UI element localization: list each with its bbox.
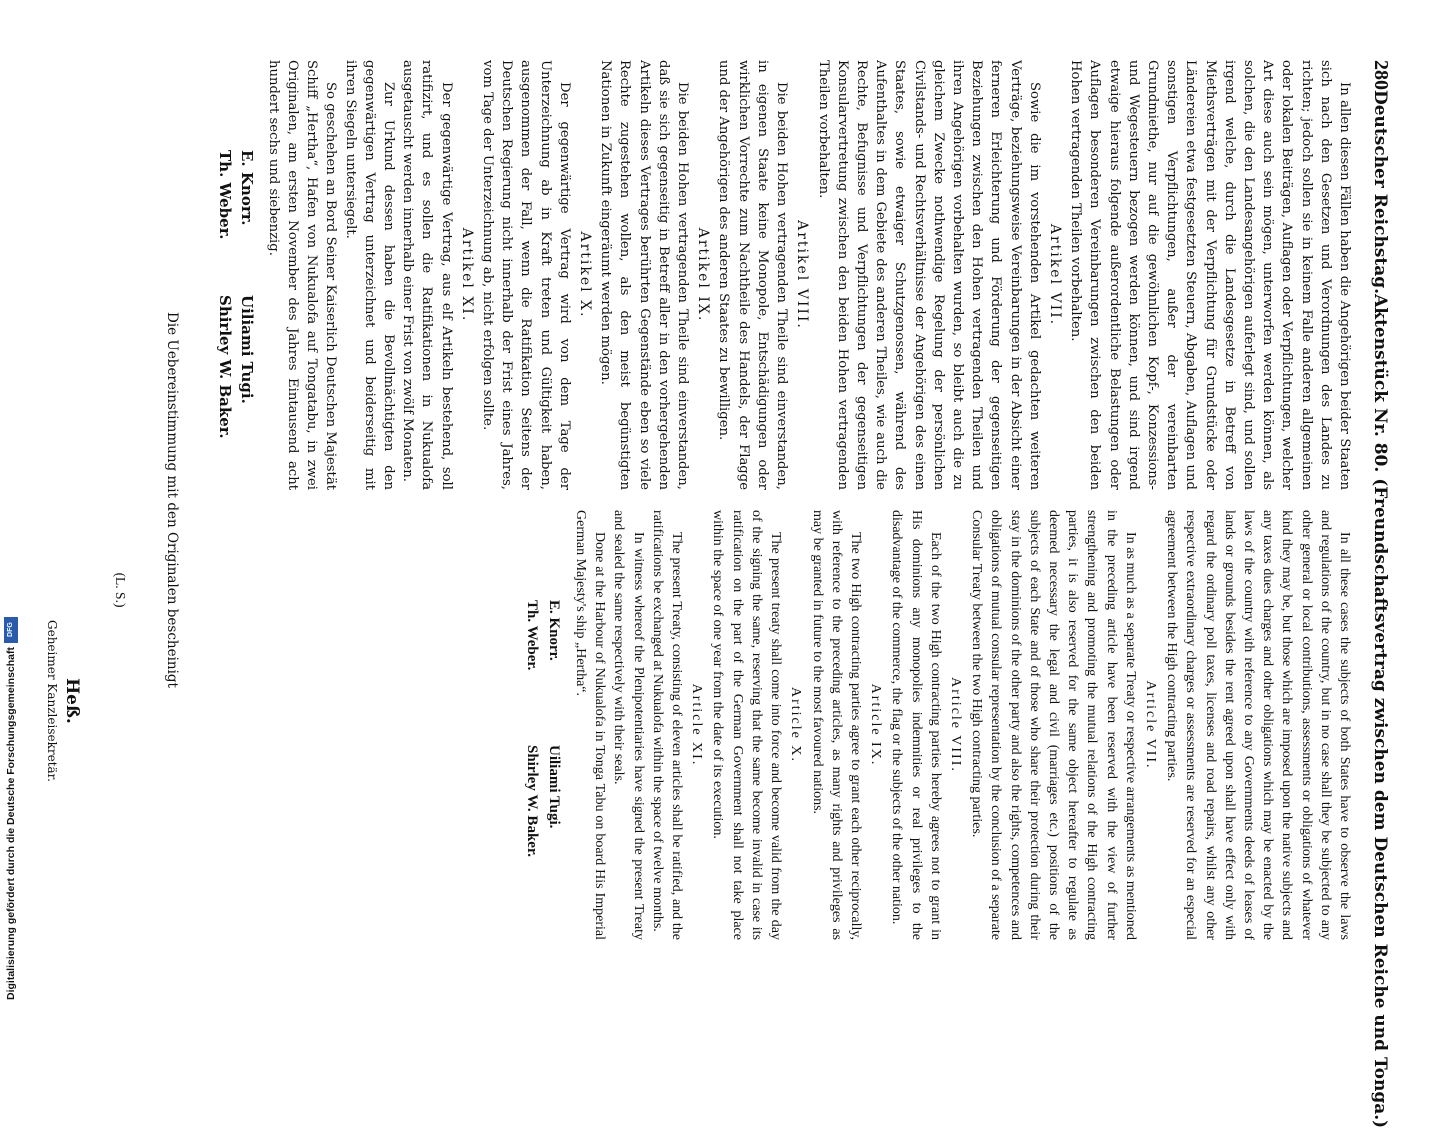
english-paragraph: The two High contracting parties agree to grant each other reciprocally, with reference to the preceding articles, as many rights and privileges as may be granted in future to the most favoured nations. xyxy=(809,510,863,940)
english-article-heading: Article XI. xyxy=(689,683,705,767)
english-paragraph: The present Treaty, consisting of eleven articles shall be ratified, and the ratifications be exchanged at Nukualofa within the space of twelve months. xyxy=(649,510,685,940)
german-paragraph: Die beiden Hohen vertragenden Theile sind einverstanden, daß sie sich gegenseitig in Betreff aller in den vorhergehenden Artikeln dieses Vertrages berührten Gegenstände eben so viele Rechte zugestehen wollen, als den meist begünstigten Nationen in Zukunft eingeräumt werden mögen. xyxy=(598,60,691,490)
header-right: Aktenstück Nr. 80. (Freundschaftsvertrag zwischen dem Deutschen Reiche und Tonga.) xyxy=(1370,294,1390,1128)
signature: Shirley W. Baker. xyxy=(523,745,540,857)
signature: Uiliami Tugi. xyxy=(545,745,562,829)
english-paragraph: In all these cases the subjects of both States have to observe the laws and regulations of the country, but in no case shall they be subjected to any other general or local contributions, assessments or obligations of whatever kind they may be, but those which are imposed upon the native subjects and any taxes dues charges and other obligations which may be enacted by the laws of the country with reference to any Governments deeds of leases of lands or grounds besides the rent agreed upon shall have effect only with regard the ordinary poll taxes, licenses and road repairs, whilst any other respective extraordinary charges or assessments are reserved for an especial agreement between the High contracting parties. xyxy=(1164,510,1352,940)
digitization-text: Digitalisierung gefördert durch die Deutsche Forschungsgemeinschaft xyxy=(5,647,17,1000)
german-article-heading: Artikel IX. xyxy=(695,227,712,323)
german-article-heading: Artikel XI. xyxy=(458,227,475,323)
german-paragraph: Sowie die im vorstehenden Artikel gedachten weiteren Verträge, beziehungsweise Vereinbarungen in der Absicht einer ferneren Erleichterung und Förderung der gegenseitigen Beziehungen zwischen den Hohen vertragenden Theilen und ihren Angehörigen vorbehalten wurden, so bleibt auch die zu gleichem Zwecke nothwendige Regelung der persönlichen Civilstands- und Rechtsverhältnisse der Angehörigen des einen Staates, sowie etwaiger Schutzgenossen, während des Aufenthaltes in dem Gebiete des anderen Theiles, wie auch die Rechte, Befugnisse und Verpflichtungen der gegenseitigen Konsularvertretung zwischen den beiden Hohen vertragenden Theilen vorbehalten. xyxy=(815,60,1042,490)
certification-block xyxy=(45,60,182,940)
german-article-heading: Artikel VIII. xyxy=(794,220,811,330)
english-paragraph: In witness whereof the Plenipotentiaries have signed the present Treaty and sealed the same respectively with their seals. xyxy=(611,510,646,940)
english-article-heading: Article VII. xyxy=(1142,680,1158,770)
english-paragraph: Done at the Harbour of Nukualofa in Tonga Tabu on board His Imperial German Majesty's ship „Hertha“. xyxy=(573,510,608,940)
english-paragraph: Each of the two High contracting parties hereby agrees not to grant in His dominions any monopolies indemnities or real privileges to the disadvantage of the commerce, the flag or the subjects of the other nation. xyxy=(889,510,943,940)
german-paragraph: So geschehen an Bord Seiner Kaiserlich Deutschen Majestät Schiff „Hertha“, Hafen von Nukualofa auf Tongatabu, in zwei Originalen, am ersten November des Jahres Eintausend acht hundert sechs und siebenzig. xyxy=(265,60,339,490)
german-column xyxy=(214,60,1354,490)
german-signatures xyxy=(214,60,258,490)
seal-mark: (L. S.) xyxy=(113,572,128,608)
german-paragraph: In allen diesen Fällen haben die Angehörigen beider Staaten sich nach den Gesetzen und Verordnungen des Landes zu richten; jedoch sollen sie in keinem Falle anderen allgemeinen oder lokalen Beiträgen, Auflagen oder Verpflichtungen, welcher Art diese auch sein mögen, unterworfen werden können, als solchen, die den Landesangehörigen auferlegt sind, und sollen irgend welche, durch die Landesgesetze in Betreff von Miethsverträgen mit der Verpflichtung für Grundstücke oder Ländereien etwa festgesetzten Steuern, Abgaben, Auflagen und sonstigen Verpflichtungen, außer der vereinbarten Grundmiethe, nur auf die gewöhnlichen Kopf-, Konzessions- und Wegesteuern bezogen werden können, und sind irgend etwaige hieraus folgende außerordentliche Belastungen oder Auflagen besonderen Vereinbarungen zwischen den beiden Hohen vertragenden Theilen vorbehalten. xyxy=(1068,60,1352,490)
certifier xyxy=(42,620,82,782)
header-left: Deutscher Reichstag. xyxy=(1370,90,1390,295)
english-paragraph: The present treaty shall come into force and become valid from the day of the signing the same, reserving that the same become invalid in case its ratification on the part of the German Government shall not take place within the space of one year from the date of its execution. xyxy=(710,510,784,940)
signature: Th. Weber. xyxy=(215,150,234,240)
english-signatures xyxy=(521,510,565,940)
english-article-heading: Article X. xyxy=(788,687,804,763)
certifier-name: Heß. xyxy=(62,678,82,724)
certifier-role: Geheimer Kanzleisekretär. xyxy=(45,620,59,782)
digitization-note xyxy=(0,570,22,1000)
german-article-heading: Artikel VII. xyxy=(1046,223,1063,327)
signature: Th. Weber. xyxy=(523,600,540,671)
english-article-heading: Article IX. xyxy=(868,683,884,767)
signature: E. Knorr. xyxy=(545,600,562,661)
page-number: 280 xyxy=(1370,60,1392,90)
certification-text: Die Uebereinstimmung mit den Originalen bescheinigt xyxy=(164,312,180,688)
english-paragraph: In as much as a separate Treaty or respective arrangements as mentioned in the preceding article have been reserved with the view of further strengthening and promoting the mutual relations of the High contracting parties, it is also reserved for the same object hereafter to regulate as deemed necessary the legal and civil (marriages etc.) positions of the subjects of each State and of those who share their protection during their stay in the dominions of the other party and also the rights, competences and obligations of mutual consular representation by the conclusion of a separate Consular Treaty between the two High contracting parties. xyxy=(969,510,1138,940)
german-paragraph: Die beiden Hohen vertragenden Theile sind einverstanden, in eigenen Staate keine Monopole, Entschädigungen oder wirklichen Vorrechte zum Nachtheile des Handels, der Flagge und der Angehörigen des anderen Staates zu bewilligen. xyxy=(716,60,790,490)
english-column xyxy=(521,510,1354,940)
german-paragraph: Zur Urkund dessen haben die Bevollmächtigten den gegenwärtigen Vertrag unterzeichnet und beiderseitig mit ihren Siegeln untersiegelt. xyxy=(342,60,397,490)
signature: E. Knorr. xyxy=(237,150,256,226)
signature: Uiliami Tugi. xyxy=(237,295,256,404)
german-paragraph: Der gegenwärtige Vertrag, aus elf Artikeln bestehend, soll ratifizirt, und es sollen die Ratifikationen in Nukualofa ausgetauscht werden innerhalb einer Frist von zwölf Monaten. xyxy=(400,60,454,490)
signature: Shirley W. Baker. xyxy=(215,295,234,439)
dfg-logo-icon: DFG xyxy=(4,617,18,643)
german-paragraph: Der gegenwärtige Vertrag wird von dem Tage der Unterzeichnung ab in Kraft treten und Gültigkeit haben, ausgenommen der Fall, wenn die Ratifikation Seitens der Deutschen Regierung nicht innerhalb der Frist eines Jahres, vom Tage der Unterzeichnung ab, nicht erfolgen sollte. xyxy=(480,60,572,490)
german-article-heading: Artikel X. xyxy=(577,231,594,319)
english-article-heading: Article VIII. xyxy=(947,677,963,773)
page-header xyxy=(1369,60,1392,1128)
